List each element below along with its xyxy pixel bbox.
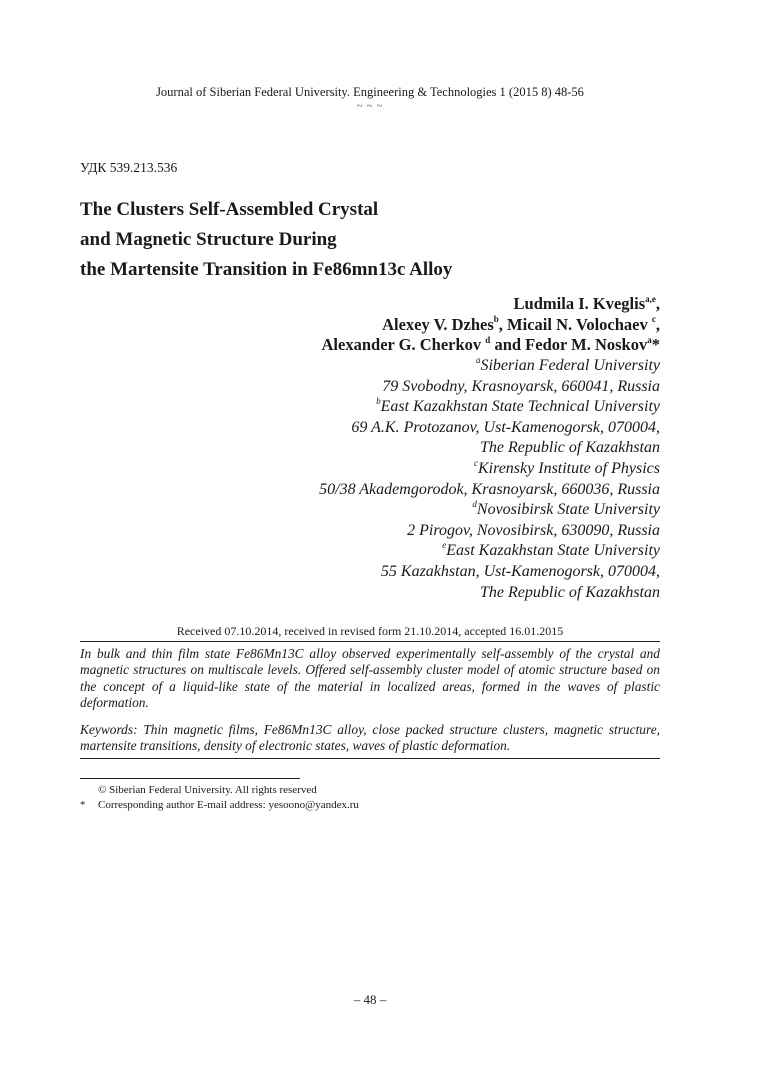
author-affil-sup: a	[647, 334, 652, 345]
affil-sup: b	[376, 395, 381, 406]
abstract-top-rule	[80, 641, 660, 642]
affil-sup: c	[473, 457, 478, 468]
affiliation-line: $^a$Siberian Federal University	[475, 354, 660, 374]
author-noskov: Fedor M. Noskov	[525, 335, 648, 354]
title-line: and Magnetic Structure During	[80, 229, 337, 250]
abstract: In bulk and thin film state Fe86Mn13C alloy observed experimentally self-assembly of the crystal and magnetic structures on multiscale levels. Offered self-assembly cluster model of atomic structure based on the concept of a liquid-like state of the material in localized areas, formed in the waves of plastic deformation.	[80, 646, 660, 711]
author-affil-sup: c	[651, 314, 656, 324]
author-affil-sup: d	[485, 334, 491, 345]
paper-title	[80, 195, 640, 285]
affiliation-line: $^b$East Kazakhstan State Technical University	[376, 395, 660, 416]
affiliation-list	[319, 356, 660, 603]
author-kveglis: Ludmila I. Kveglis	[513, 294, 646, 313]
header-ornament: ~ ~ ~	[356, 101, 384, 112]
author-separator: ,	[655, 294, 660, 313]
footnote-copyright: © Siberian Federal University. All rights reserved	[98, 784, 317, 796]
received-dates: Received 07.10.2014, received in revised form 21.10.2014, accepted 16.01.2015	[176, 624, 564, 638]
keywords: Keywords: Thin magnetic films, Fe86Mn13C alloy, close packed structure clusters, magnetic structure, martensite transitions, density of electronic states, waves of plastic deformation.	[80, 722, 660, 754]
affiliation-line: 2 Pirogov, Novosibirsk, 630090, Russia	[407, 521, 660, 539]
affil-sup: a	[475, 354, 481, 365]
author-volochaev: Micail N. Volochaev	[507, 314, 648, 334]
udk-code: УДК 539.213.536	[80, 160, 178, 175]
title-line: The Clusters Self-Assembled Crystal	[80, 199, 379, 220]
author-line	[322, 315, 660, 336]
affiliation-line: 55 Kazakhstan, Ust-Kamenogorsk, 070004,	[380, 562, 660, 580]
page-number: – 48 –	[353, 992, 387, 1007]
affiliation-line: 79 Svobodny, Krasnoyarsk, 660041, Russia	[382, 377, 660, 395]
affiliation-line: $^c$Kirensky Institute of Physics	[473, 457, 660, 477]
author-dzhes: Alexey V. Dzhes	[382, 314, 494, 334]
footnote-star: *	[80, 799, 86, 811]
corresponding-star: *	[651, 335, 660, 354]
affiliation-line: $^d$Novosibirsk State University	[472, 498, 660, 519]
author-affil-sup: a,e	[645, 293, 656, 304]
affiliation-line: 50/38 Akademgorodok, Krasnoyarsk, 660036, Russia	[319, 480, 660, 498]
author-line	[322, 294, 660, 315]
author-affil-sup: b	[493, 314, 499, 324]
author-separator: ,	[498, 314, 503, 334]
journal-header: Journal of Siberian Federal University. Engineering & Technologies 1 (2015 8) 48-56	[156, 85, 584, 99]
author-cherkov: Alexander G. Cherkov	[321, 335, 482, 354]
title-line: the Martensite Transition in Fe86mn13c Alloy	[80, 259, 453, 280]
affiliation-line: The Republic of Kazakhstan	[480, 439, 660, 457]
abstract-bottom-rule	[80, 758, 660, 759]
author-separator: ,	[655, 314, 660, 334]
affiliation-line: The Republic of Kazakhstan	[480, 583, 660, 601]
affiliation-line: 69 A.K. Protozanov, Ust-Kamenogorsk, 070004,	[351, 418, 660, 436]
affiliation-line: $^e$East Kazakhstan State University	[442, 540, 660, 560]
affil-sup: d	[472, 498, 477, 509]
footnotes	[80, 783, 359, 813]
footnote-rule	[80, 778, 300, 779]
author-list	[322, 294, 660, 356]
footnote-corresponding: * Corresponding author E-mail address: yesoono@yandex.ru	[80, 799, 359, 811]
affil-sup: e	[442, 540, 447, 551]
author-and: and	[494, 335, 522, 354]
author-line	[322, 335, 660, 356]
